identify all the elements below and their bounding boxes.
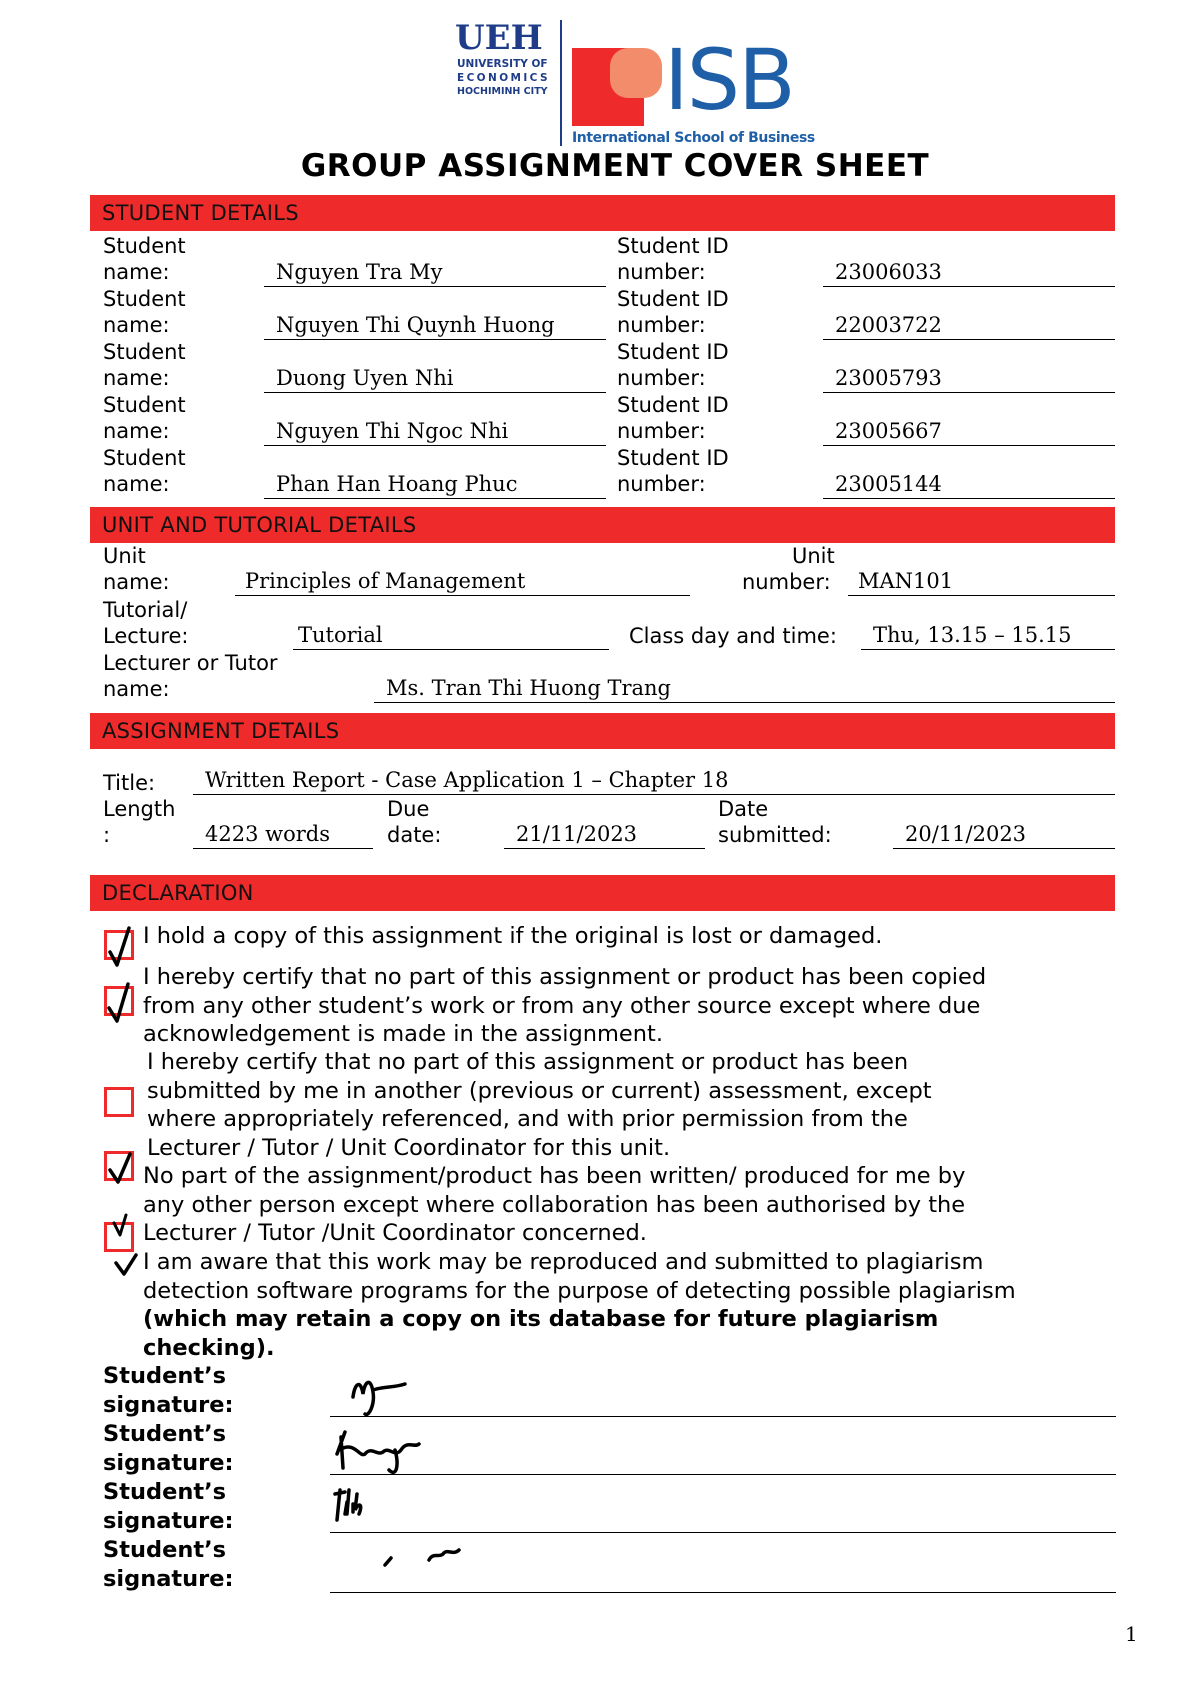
student-name-label: Student name: <box>103 393 186 443</box>
isb-logo-mark <box>572 48 662 128</box>
student-name-value: Phan Han Hoang Phuc <box>276 472 518 496</box>
declaration-header <box>90 875 1115 911</box>
assignment-details-heading: ASSIGNMENT DETAILS <box>102 719 340 743</box>
check-mark-icon <box>110 928 129 965</box>
student-name-label: Student name: <box>103 234 186 284</box>
declaration-item-4: No part of the assignment/product has been written/ produced for me by any other person except where collaboration has been authorised by the Lecturer / Tutor /Unit Coordinator concerned. <box>143 1163 966 1246</box>
lecturer-label: Lecturer or Tutor name: <box>103 651 278 701</box>
student-name-label: Student name: <box>103 287 186 337</box>
student-id-value: 23006033 <box>835 260 942 284</box>
student-name-field[interactable] <box>264 471 606 499</box>
declaration-item-1: I hold a copy of this assignment if the original is lost or damaged. <box>143 923 883 949</box>
tutorial-label: Tutorial/ Lecture: <box>103 598 189 648</box>
signature-label-4: Student’s signature: <box>103 1537 234 1592</box>
signature-label-2: Student’s signature: <box>103 1421 234 1476</box>
check-mark-icon <box>116 1255 136 1274</box>
assignment-title-value: Written Report - Case Application 1 – Chapter 18 <box>205 768 729 792</box>
check-mark-icon <box>114 1215 126 1235</box>
unit-details-heading: UNIT AND TUTORIAL DETAILS <box>102 513 417 537</box>
student-name-value: Nguyen Tra My <box>276 260 443 284</box>
tutorial-value: Tutorial <box>298 623 383 647</box>
unit-name-label: Unit name: <box>103 544 170 594</box>
class-time-field[interactable] <box>861 622 1115 650</box>
unit-number-value: MAN101 <box>858 569 954 593</box>
student-name-field[interactable] <box>264 312 606 340</box>
assignment-title-label: Title: <box>103 771 156 795</box>
isb-logo-subtitle: International School of Business <box>572 130 815 146</box>
check-mark-icon <box>110 1154 130 1182</box>
student-id-value: 23005793 <box>835 366 942 390</box>
student-name-label: Student name: <box>103 446 186 496</box>
lecturer-field[interactable] <box>374 675 1115 703</box>
logo-divider <box>560 20 562 146</box>
isb-logo-abbr: ISB <box>664 31 794 129</box>
student-id-field[interactable] <box>823 365 1115 393</box>
assignment-title-field[interactable] <box>193 767 1115 795</box>
due-date-value: 21/11/2023 <box>516 822 638 846</box>
student-id-field[interactable] <box>823 259 1115 287</box>
student-details-heading: STUDENT DETAILS <box>102 201 299 225</box>
declaration-heading: DECLARATION <box>102 881 254 905</box>
declaration-item-2: I hereby certify that no part of this assignment or product has been copied from any other student’s work or from any other source except where due acknowledgement is made in the assignment. <box>143 964 987 1047</box>
student-id-value: 22003722 <box>835 313 942 337</box>
ueh-logo-abbr: UEH <box>455 18 543 58</box>
student-name-value: Nguyen Thi Quynh Huong <box>276 313 555 337</box>
signature-field-4[interactable] <box>330 1592 1116 1593</box>
assignment-details-header <box>90 713 1115 749</box>
lecturer-value: Ms. Tran Thi Huong Trang <box>386 676 671 700</box>
student-id-value: 23005144 <box>835 472 942 496</box>
handwritten-signatures <box>325 1362 525 1582</box>
student-id-label: Student ID number: <box>617 393 729 443</box>
student-name-value: Duong Uyen Nhi <box>276 366 454 390</box>
unit-name-field[interactable] <box>235 568 690 596</box>
unit-details-header <box>90 507 1115 543</box>
submitted-date-value: 20/11/2023 <box>905 822 1027 846</box>
student-name-label: Student name: <box>103 340 186 390</box>
declaration-item-3: I hereby certify that no part of this assignment or product has been submitted by me in another (previous or current) assessment, except where appropriately referenced, and with prior permission from the Lecturer / Tutor / Unit Coordinator for this unit. <box>147 1049 932 1161</box>
signature-scribble-2 <box>337 1432 419 1472</box>
student-name-field[interactable] <box>264 418 606 446</box>
due-date-label: Due date: <box>387 797 442 847</box>
class-time-label: Class day and time: <box>629 624 837 648</box>
student-id-label: Student ID number: <box>617 340 729 390</box>
length-field[interactable] <box>193 821 373 849</box>
page-number: 1 <box>1125 1622 1138 1646</box>
class-time-value: Thu, 13.15 – 15.15 <box>873 623 1072 647</box>
signature-scribble-4 <box>385 1550 459 1565</box>
ueh-logo-line1: UNIVERSITY OF <box>457 58 548 70</box>
signature-scribble-1 <box>353 1382 405 1414</box>
tutorial-field[interactable] <box>293 622 609 650</box>
student-id-field[interactable] <box>823 312 1115 340</box>
signature-label-3: Student’s signature: <box>103 1479 234 1534</box>
ueh-logo-line3: HOCHIMINH CITY <box>457 86 548 97</box>
submitted-date-field[interactable] <box>893 821 1115 849</box>
isb-logo <box>572 31 832 149</box>
declaration-item-5: I am aware that this work may be reproduced and submitted to plagiarism detection software programs for the purpose of detecting possible plagiarism (which may retain a copy on its database for future plagiarism checking). <box>143 1249 1016 1361</box>
ueh-logo <box>455 18 565 108</box>
student-name-field[interactable] <box>264 259 606 287</box>
student-details-header <box>90 195 1115 231</box>
unit-number-label: Unit number: <box>742 544 835 594</box>
student-id-label: Student ID number: <box>617 446 729 496</box>
signature-label-1: Student’s signature: <box>103 1363 234 1418</box>
signature-scribble-3 <box>335 1490 361 1520</box>
ueh-logo-line2: ECONOMICS <box>457 72 550 84</box>
student-name-field[interactable] <box>264 365 606 393</box>
unit-number-field[interactable] <box>848 568 1115 596</box>
check-mark-icon <box>109 984 128 1021</box>
student-id-label: Student ID number: <box>617 234 729 284</box>
due-date-field[interactable] <box>504 821 705 849</box>
length-value: 4223 words <box>205 822 330 846</box>
unit-name-value: Principles of Management <box>245 569 526 593</box>
student-id-label: Student ID number: <box>617 287 729 337</box>
submitted-date-label: Date submitted: <box>718 797 832 847</box>
length-label: Length : <box>103 797 176 847</box>
student-id-field[interactable] <box>823 418 1115 446</box>
student-id-field[interactable] <box>823 471 1115 499</box>
page-title: GROUP ASSIGNMENT COVER SHEET <box>300 148 930 184</box>
student-name-value: Nguyen Thi Ngoc Nhi <box>276 419 509 443</box>
student-id-value: 23005667 <box>835 419 942 443</box>
